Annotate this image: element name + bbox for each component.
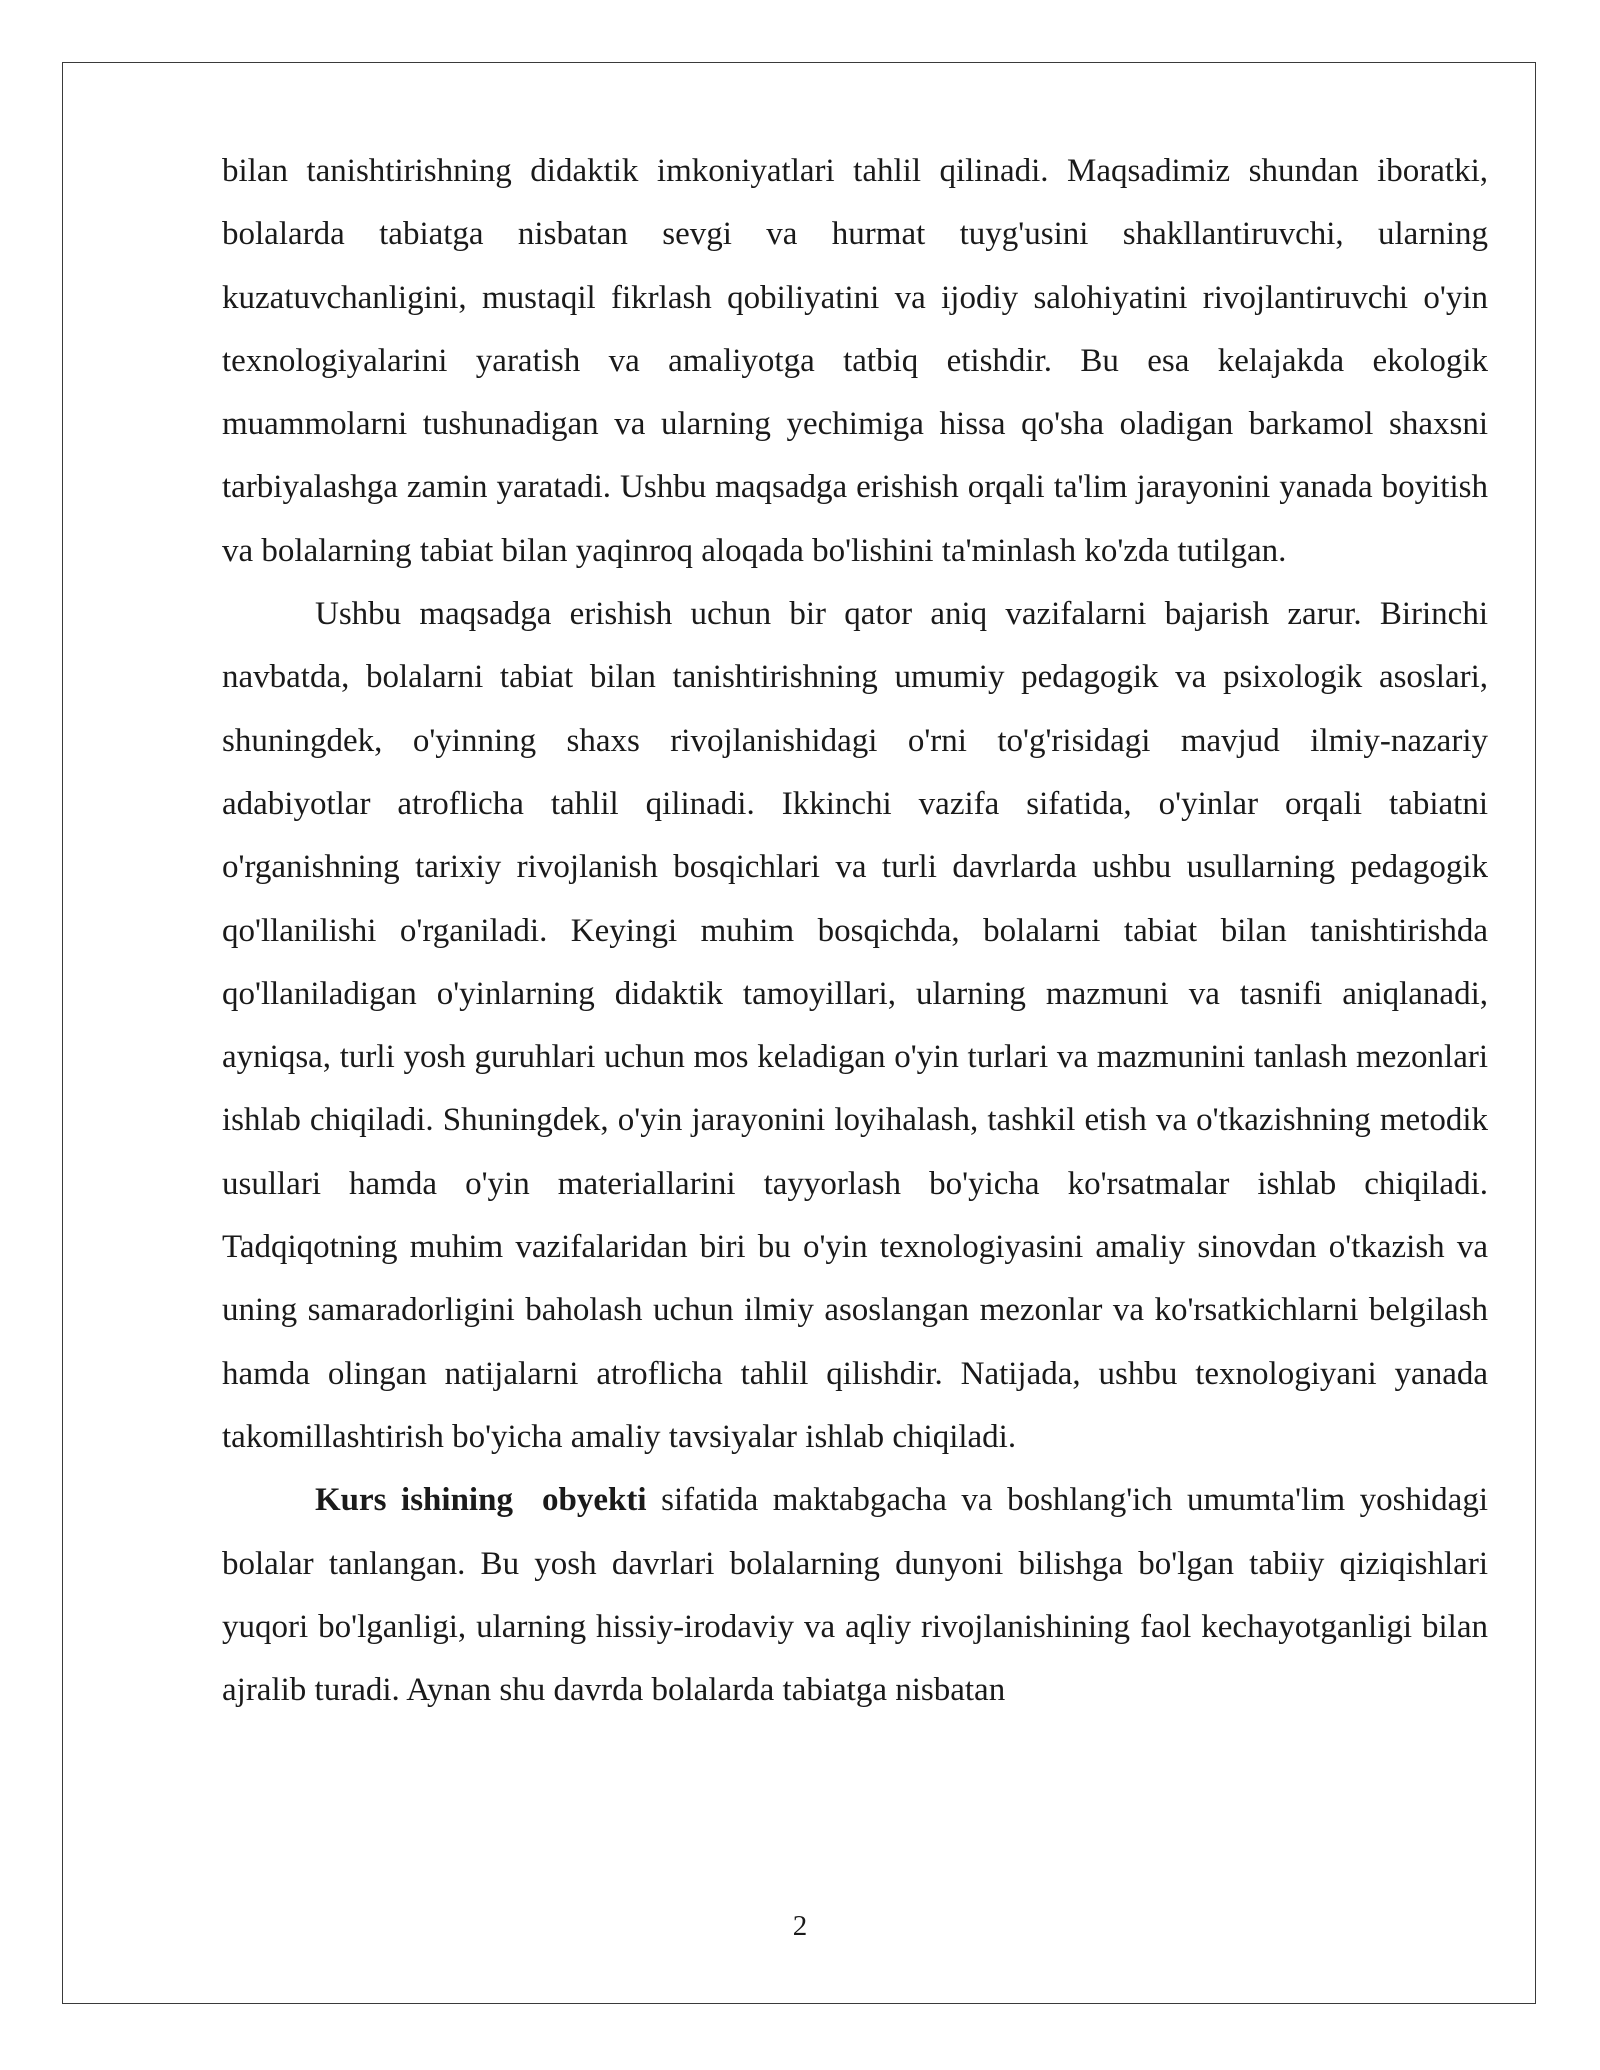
page-number: 2 [792, 1910, 808, 1942]
document-body [222, 140, 1488, 1722]
paragraph-1 [222, 140, 1488, 583]
paragraph-1-text: bilan tanishtirishning didaktik imkoniyatlari tahlil qilinadi. Maqsadimiz shundan iboratki, bolalarda tabiatga nisbatan sevgi va hurmat tuyg'usini shakllantiruvchi, ularning kuzatuvchanligini, mustaqil fikrlash qobiliyatini va ijodiy salohiyatini rivojlantiruvchi o'yin texnologiyalarini yaratish va amaliyotga tatbiq etishdir. Bu esa kelajakda ekologik muammolarni tushunadigan va ularning yechimiga hissa qo'sha oladigan barkamol shaxsni tarbiyalashga zamin yaratadi. Ushbu maqsadga erishish orqali ta'lim jarayonini yanada boyitish va bolalarning tabiat bilan yaqinroq aloqada bo'lishini ta'minlash ko'zda tutilgan. [222, 153, 1488, 569]
paragraph-3 [222, 1469, 1488, 1722]
paragraph-3-text: sifatida maktabgacha va boshlang'ich umumta'lim yoshidagi bolalar tanlangan. Bu yosh davrlari bolalarning dunyoni bilishga bo'lgan tabiiy qiziqishlari yuqori bo'lganligi, ularning hissiy-irodaviy va aqliy rivojlanishining faol kechayotganligi bilan ajralib turadi. Aynan shu davrda bolalarda tabiatga nisbatan [222, 1482, 1489, 1709]
paragraph-2-text: Ushbu maqsadga erishish uchun bir qator aniq vazifalarni bajarish zarur. Birinchi navbatda, bolalarni tabiat bilan tanishtirishning umumiy pedagogik va psixologik asoslari, shuningdek, o'yinning shaxs rivojlanishidagi o'rni to'g'risidagi mavjud ilmiy-nazariy adabiyotlar atroflicha tahlil qilinadi. Ikkinchi vazifa sifatida, o'yinlar orqali tabiatni o'rganishning tarixiy rivojlanish bosqichlari va turli davrlarda ushbu usullarning pedagogik qo'llanilishi o'rganiladi. Keyingi muhim bosqichda, bolalarni tabiat bilan tanishtirishda qo'llaniladigan o'yinlarning didaktik tamoyillari, ularning mazmuni va tasnifi aniqlanadi, ayniqsa, turli yosh guruhlari uchun mos keladigan o'yin turlari va mazmunini tanlash mezonlari ishlab chiqiladi. Shuningdek, o'yin jarayonini loyihalash, tashkil etish va o'tkazishning metodik usullari hamda o'yin materiallarini tayyorlash bo'yicha ko'rsatmalar ishlab chiqiladi. Tadqiqotning muhim vazifalaridan biri bu o'yin texnologiyasini amaliy sinovdan o'tkazish va uning samaradorligini baholash uchun ilmiy asoslangan mezonlar va ko'rsatkichlarni belgilash hamda olingan natijalarni atroflicha tahlil qilishdir. Natijada, ushbu texnologiyani yanada takomillashtirish bo'yicha amaliy tavsiyalar ishlab chiqiladi. [222, 596, 1488, 1455]
paragraph-2 [222, 583, 1488, 1469]
paragraph-3-bold-lead: Kurs ishining obyekti [315, 1482, 647, 1519]
